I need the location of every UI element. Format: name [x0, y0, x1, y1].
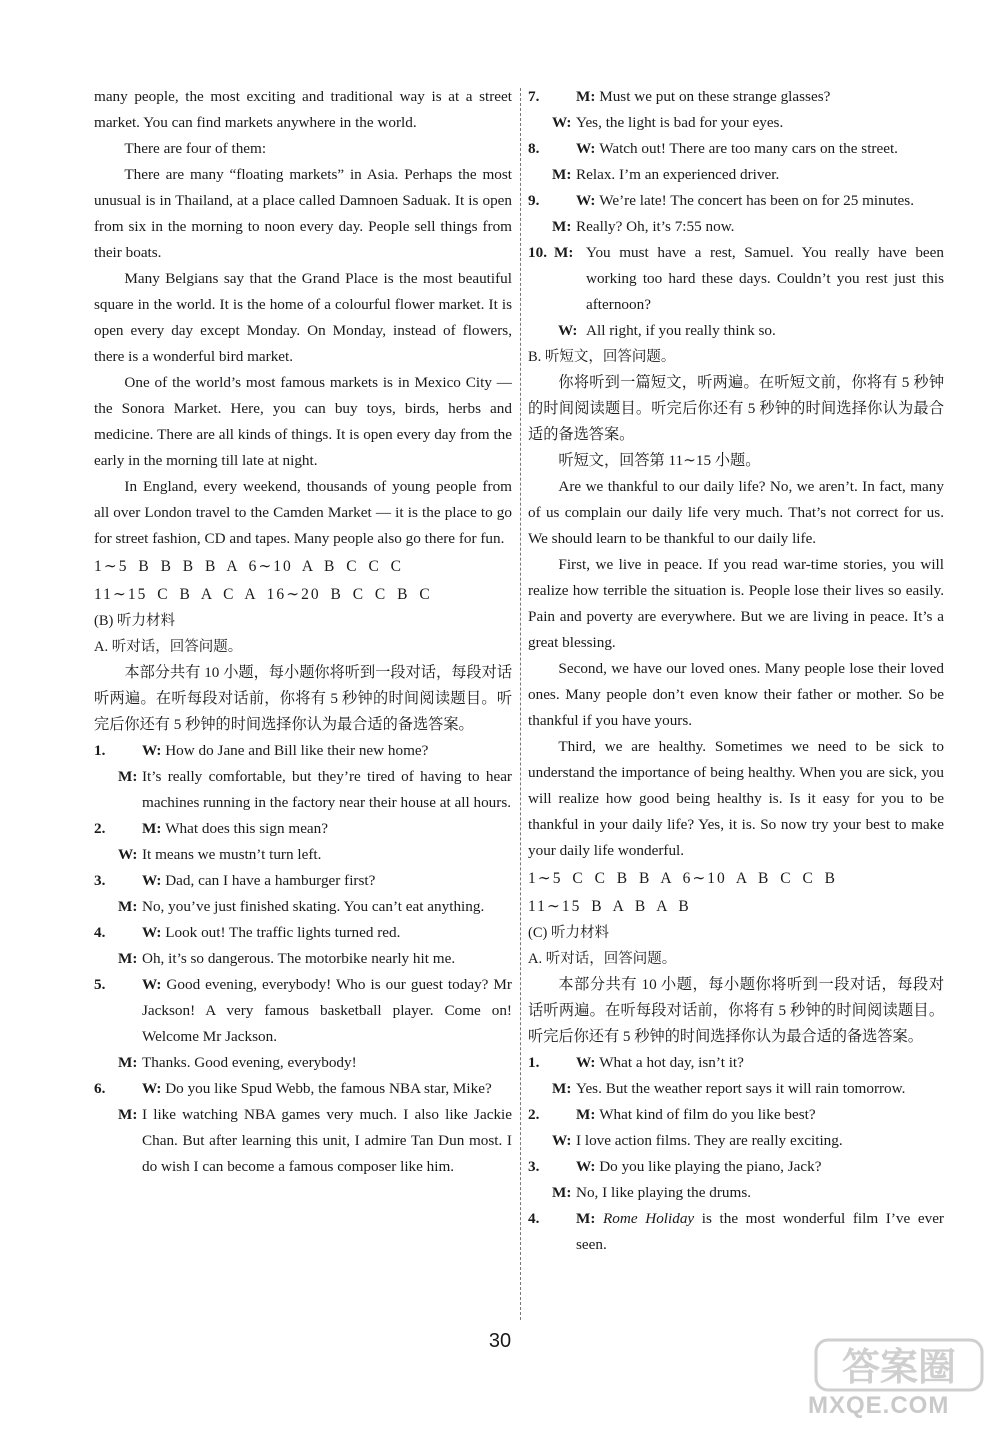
instructions: 你将听到一篇短文，听两遍。在听短文前，你将有 5 秒钟的时间阅读题目。听完后你还有 5 秒钟的时间选择你认为最合适的备选答案。: [528, 374, 944, 443]
section-heading: (C) 听力材料: [528, 925, 609, 941]
speaker-label: W:: [118, 846, 138, 863]
paragraph: Second, we have our loved ones. Many people lose their loved ones. Many people don’t even know their father or mother. So be thankful if you have yours.: [528, 660, 944, 729]
dialogue-line-a: [528, 1154, 944, 1180]
question-number: 7.: [528, 88, 540, 105]
dialogue-item: [528, 1154, 944, 1206]
dialogue-line-b: [94, 842, 512, 868]
paragraph: There are four of them:: [124, 140, 267, 157]
question-number: 5.: [94, 976, 106, 993]
answer-key: 1∼5 B B B B A 6∼10 A B C C C: [94, 558, 404, 575]
watermark-logo-text: 答案圈: [841, 1345, 957, 1389]
dialogue-line-b: [528, 1180, 944, 1206]
dialogue-list: [528, 84, 944, 344]
answer-key: 11∼15 B A B A B: [528, 898, 691, 915]
dialogue-item: [94, 868, 512, 920]
speaker-label: W:: [576, 1158, 600, 1175]
answer-key: 11∼15 C B A C A 16∼20 B C C B C: [94, 586, 432, 603]
dialogue-text: No, I like playing the drums.: [576, 1184, 752, 1201]
dialogue-line-b: [528, 214, 944, 240]
dialogue-text: Do you like playing the piano, Jack?: [599, 1158, 822, 1175]
dialogue-text: Dad, can I have a hamburger first?: [165, 872, 376, 889]
instructions: 本部分共有 10 小题，每小题你将听到一段对话，每段对话听两遍。在听每段对话前，你将有 5 秒钟的时间阅读题目。听完后你还有 5 秒钟的时间选择你认为最合适的备选答案。: [528, 976, 944, 1045]
intro-text: many people, the most exciting and traditional way is at a street market. You can find markets anywhere in the world.: [94, 88, 512, 131]
question-number: 4.: [528, 1210, 540, 1227]
dialogue-line-b: [94, 1102, 512, 1180]
speaker-label: W:: [142, 742, 166, 759]
dialogue-text: It’s really comfortable, but they’re tired of having to hear machines running in the factory near their house at all hours.: [142, 768, 512, 811]
dialogue-text: I like watching NBA games very much. I also like Jackie Chan. But after learning this unit, I admire Tan Dun most. I do wish I can become a famous composer like him.: [142, 1106, 512, 1175]
paragraph: Third, we are healthy. Sometimes we need to be sick to understand the importance of being healthy. When you are sick, you will realize how good being healthy is. Is it easy for you to be thankful in your daily life? Yes, it is. So now try your best to make your daily life wonderful.: [528, 738, 944, 859]
dialogue-text: Yes. But the weather report says it will rain tomorrow.: [576, 1080, 906, 1097]
question-number: 8.: [528, 140, 540, 157]
dialogue-item: [528, 84, 944, 136]
dialogue-line-b: [528, 162, 944, 188]
dialogue-line-b: [528, 1128, 944, 1154]
dialogue-text: It means we mustn’t turn left.: [142, 846, 322, 863]
dialogue-item: [94, 816, 512, 868]
dialogue-text: Really? Oh, it’s 7:55 now.: [576, 218, 735, 235]
part-heading: B. 听短文，回答问题。: [528, 349, 676, 365]
paragraph: First, we live in peace. If you read war-time stories, you will realize how terrible the situation is. People lose their lives so easily. Pain and poverty are everywhere. But we are living in peace. It’s a great blessing.: [528, 556, 944, 651]
dialogue-line-b: [94, 764, 512, 816]
dialogue-text: We’re late! The concert has been on for 25 minutes.: [599, 192, 914, 209]
paragraph: Many Belgians say that the Grand Place is the most beautiful square in the world. It is the home of a colourful flower market. It is open every day except Monday. On Monday, instead of flowers, there is a wonderful bird market.: [94, 270, 512, 365]
dialogue-line-a: [528, 188, 944, 214]
dialogue-line-a: [94, 920, 512, 946]
watermark-logo: [814, 1336, 984, 1394]
speaker-label: M:: [552, 166, 572, 183]
dialogue-line-a: [528, 1102, 944, 1128]
instructions: 本部分共有 10 小题，每小题你将听到一段对话，每段对话听两遍。在听每段对话前，你将有 5 秒钟的时间阅读题目。听完后你还有 5 秒钟的时间选择你认为最合适的备选答案。: [94, 664, 512, 733]
dialogue-line-b: [528, 318, 944, 344]
speaker-label: W:: [576, 140, 600, 157]
speaker-label: M:: [576, 88, 600, 105]
dialogue-text: Yes, the light is bad for your eyes.: [576, 114, 784, 131]
speaker-label: W:: [552, 114, 572, 131]
speaker-label: M:: [552, 1080, 572, 1097]
dialogue-text: Watch out! There are too many cars on the street.: [599, 140, 898, 157]
dialogue-text: I love action films. They are really exciting.: [576, 1132, 843, 1149]
question-number: 10.: [528, 244, 547, 261]
speaker-label: W:: [576, 192, 600, 209]
speaker-label: M:: [118, 768, 138, 785]
dialogue-line-a: [94, 868, 512, 894]
dialogue-text: Relax. I’m an experienced driver.: [576, 166, 780, 183]
question-number: 6.: [94, 1080, 106, 1097]
dialogue-item: [528, 240, 944, 344]
dialogue-text: Thanks. Good evening, everybody!: [142, 1054, 357, 1071]
dialogue-text: All right, if you really think so.: [586, 322, 776, 339]
speaker-label: M:: [552, 218, 572, 235]
column-divider: [520, 88, 521, 1320]
question-number: 4.: [94, 924, 106, 941]
dialogue-line-a: [528, 84, 944, 110]
dialogue-line-a: [94, 738, 512, 764]
dialogue-text: No, you’ve just finished skating. You can’t eat anything.: [142, 898, 485, 915]
dialogue-line-a: [94, 972, 512, 1050]
speaker-label: M:: [118, 950, 138, 967]
dialogue-line-a: [94, 1076, 512, 1102]
paragraph: There are many “floating markets” in Asia. Perhaps the most unusual is in Thailand, at a place called Damnoen Saduak. It is open from six in the morning to noon every day. People sell things from their boats.: [94, 166, 512, 261]
dialogue-line: is the most wonderful film I’ve ever seen.: [576, 1210, 944, 1253]
paragraph: Are we thankful to our daily life? No, we aren’t. In fact, many of us complain our daily life very much. That’s not correct for us. We should learn to be thankful to our daily life.: [528, 478, 944, 547]
dialogue-text: Must we put on these strange glasses?: [599, 88, 831, 105]
speaker-label: W:: [142, 924, 166, 941]
dialogue-item: [528, 1102, 944, 1154]
dialogue-text: You must have a rest, Samuel. You really have been working too hard these days. Couldn’t you rest just this afternoon?: [586, 244, 944, 313]
dialogue-text: What a hot day, isn’t it?: [599, 1054, 744, 1071]
question-number: 2.: [528, 1106, 540, 1123]
speaker-label: M:: [576, 1210, 596, 1227]
speaker-label: W:: [558, 322, 578, 339]
dialogue-text: How do Jane and Bill like their new home?: [165, 742, 429, 759]
dialogue-item: [528, 1050, 944, 1102]
speaker-label: M:: [118, 898, 138, 915]
listening-question: 听短文，回答第 11∼15 小题。: [558, 452, 761, 469]
question-number: 2.: [94, 820, 106, 837]
dialogue-item: [528, 136, 944, 188]
film-title: Rome Holiday: [603, 1210, 695, 1227]
speaker-label: M:: [118, 1106, 138, 1123]
dialogue-list: [94, 738, 512, 1180]
question-number: 3.: [528, 1158, 540, 1175]
question-number: 1.: [528, 1054, 540, 1071]
speaker-label: W:: [142, 1080, 166, 1097]
dialogue-item: [94, 972, 512, 1076]
speaker-label: M:: [554, 244, 574, 261]
speaker-label: W:: [142, 872, 166, 889]
dialogue-line-a: [528, 136, 944, 162]
dialogue-item: [94, 1076, 512, 1180]
part-heading: A. 听对话，回答问题。: [94, 639, 243, 655]
dialogue-item: [94, 920, 512, 972]
question-number: 3.: [94, 872, 106, 889]
dialogue-line-a: [94, 816, 512, 842]
dialogue-text: Oh, it’s so dangerous. The motorbike nearly hit me.: [142, 950, 456, 967]
section-heading: (B) 听力材料: [94, 613, 175, 629]
left-column: [94, 84, 512, 1180]
speaker-label: M:: [118, 1054, 138, 1071]
dialogue-item: [94, 738, 512, 816]
dialogue-line-b: [528, 110, 944, 136]
answer-key: 1∼5 C C B B A 6∼10 A B C C B: [528, 870, 838, 887]
dialogue-line-b: [94, 946, 512, 972]
dialogue-text: What kind of film do you like best?: [599, 1106, 816, 1123]
watermark-url: MXQE.COM: [808, 1392, 950, 1419]
dialogue-line-b: [94, 1050, 512, 1076]
question-number: 1.: [94, 742, 106, 759]
page-number: 30: [488, 1330, 512, 1352]
dialogue-line-b: [528, 1076, 944, 1102]
dialogue-line-b: [94, 894, 512, 920]
speaker-label: M:: [552, 1184, 572, 1201]
speaker-label: M:: [576, 1106, 600, 1123]
dialogue-text: What does this sign mean?: [165, 820, 329, 837]
paragraph: In England, every weekend, thousands of young people from all over London travel to the Camden Market — it is the place to go for street fashion, CD and tapes. Many people also go there for fun.: [94, 478, 512, 547]
speaker-label: W:: [142, 976, 167, 993]
part-heading: A. 听对话，回答问题。: [528, 951, 677, 967]
paragraph: One of the world’s most famous markets is in Mexico City — the Sonora Market. Here, you can buy toys, birds, herbs and medicine. There are all kinds of things. It is open every day from the early in the morning till late at night.: [94, 374, 512, 469]
right-column: [528, 84, 944, 1258]
question-number: 9.: [528, 192, 540, 209]
dialogue-list: [528, 1050, 944, 1206]
speaker-label: W:: [576, 1054, 600, 1071]
dialogue-item: [528, 1206, 944, 1258]
speaker-label: M:: [142, 820, 166, 837]
dialogue-item: [528, 188, 944, 240]
dialogue-text: Do you like Spud Webb, the famous NBA star, Mike?: [165, 1080, 492, 1097]
dialogue-line-a: [528, 240, 944, 318]
dialogue-text: Good evening, everybody! Who is our guest today? Mr Jackson! A very famous basketball player. Come on! Welcome Mr Jackson.: [142, 976, 512, 1045]
dialogue-line-a: [528, 1050, 944, 1076]
speaker-label: W:: [552, 1132, 572, 1149]
dialogue-text: Look out! The traffic lights turned red.: [165, 924, 401, 941]
